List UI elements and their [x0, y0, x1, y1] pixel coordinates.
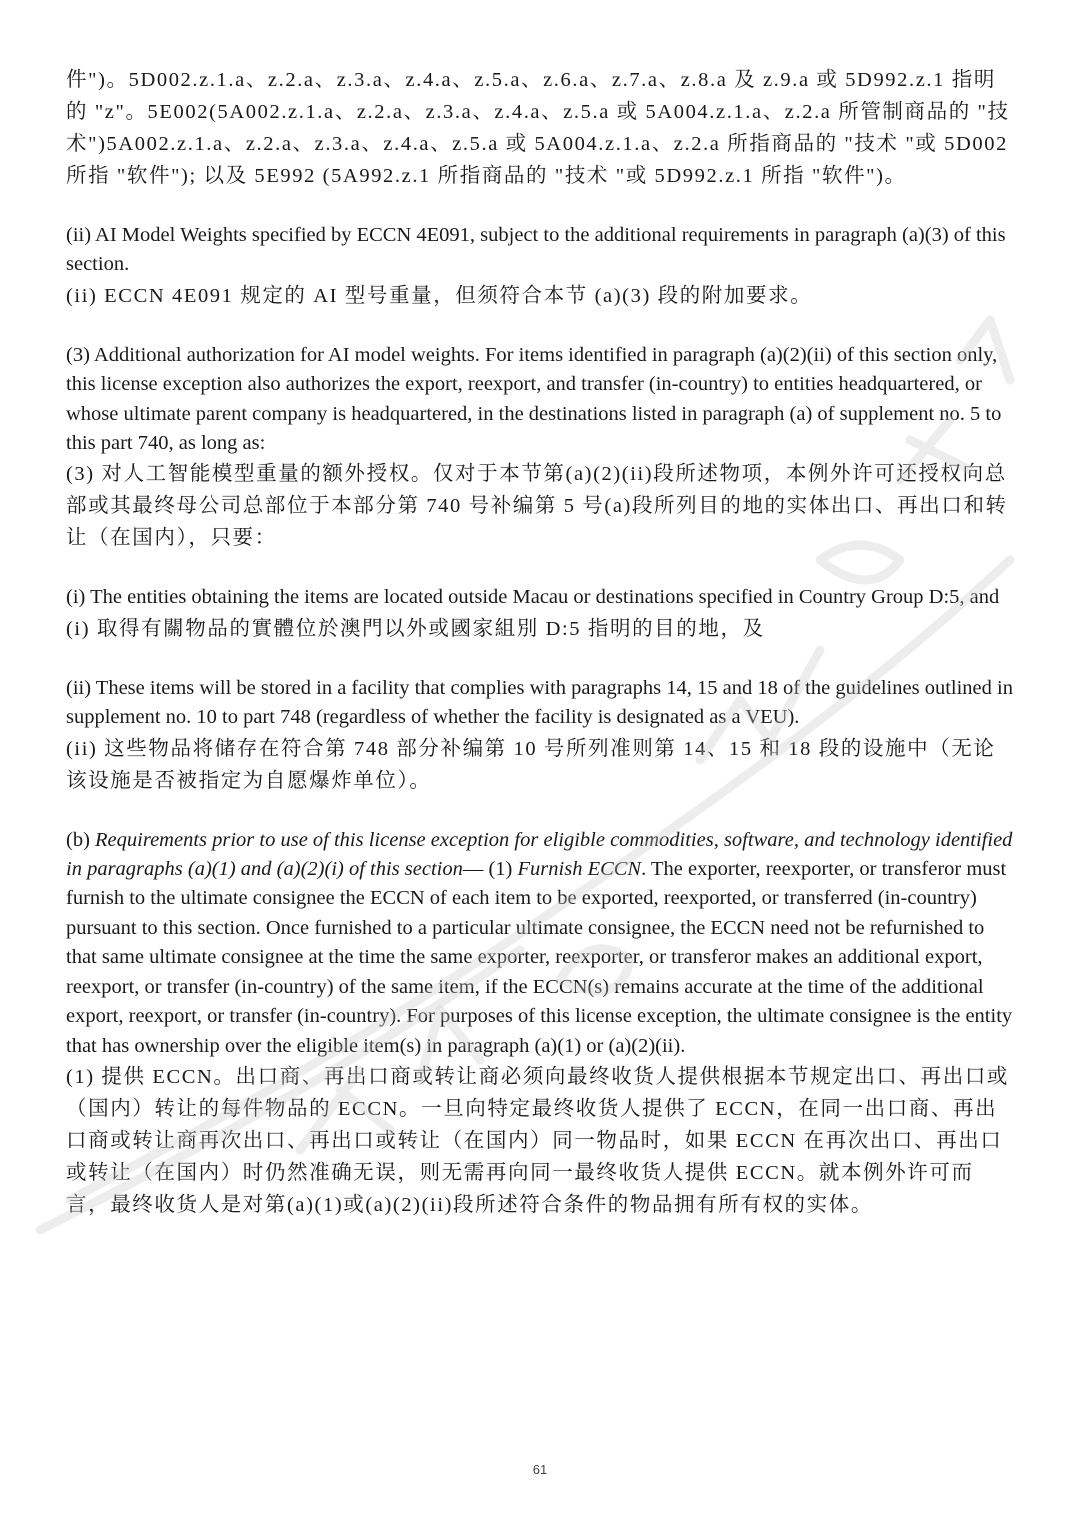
- paragraph-b-en: [66, 826, 1016, 1061]
- paragraph-a3ii-en: (ii) These items will be stored in a facility that complies with paragraphs 14, 15 and 18 of the guidelines outlined in supplement no. 10 to part 748 (regardless of whether the facility is designated as a VEU).: [66, 676, 1013, 729]
- paragraph-b-body: . The exporter, reexporter, or transferor must furnish to the ultimate consignee the ECCN of each item to be exported, reexported, or transferred (in-country) pursuant to this section. Once furnished to a particular ultimate consignee, the ECCN need not be refurnished to that same ultimate consignee at the time the same exporter, reexporter, or transferor makes an additional export, reexport, or transfer (in-country) of the same item, if the ECCN(s) remains accurate at the time of the additional export, reexport, or transfer (in-country). For purposes of this license exception, the ultimate consignee is the entity that has ownership over the eligible item(s) in paragraph (a)(1) or (a)(2)(ii).: [66, 858, 1013, 1057]
- page-number: 61: [532, 1462, 548, 1477]
- paragraph-a3-en: (3) Additional authorization for AI model weights. For items identified in paragraph (a)(2)(ii) of this section only, this license exception also authorizes the export, reexport, and transfer (in-country) to entities headquartered, or whose ultimate parent company is headquartered, in the destinations listed in paragraph (a) of supplement no. 5 to this part 740, as long as:: [66, 343, 1002, 455]
- paragraph-a2ii-zh: (ii) ECCN 4E091 规定的 AI 型号重量，但须符合本节 (a)(3) 段的附加要求。: [66, 284, 813, 307]
- paragraph-b-heading: Requirements prior to use of this license exception for eligible commodities, software, and technology identified in paragraphs (a)(1) and (a)(2)(i) of this section: [66, 828, 1013, 881]
- paragraph-b-zh: (1) 提供 ECCN。出口商、再出口商或转让商必须向最终收货人提供根据本节规定出口、再出口或（国内）转让的每件物品的 ECCN。一旦向特定最终收货人提供了 ECCN，在同一出口商、再出口商或转让商再次出口、再出口或转让（在国内）同一物品时，如果 ECCN 在再次出口、再出口或转让（在国内）时仍然准确无误，则无需再向同一最终收货人提供 ECCN。就本例外许可而言，最终收货人是对第(a)(1)或(a)(2)(ii)段所述符合条件的物品拥有所有权的实体。: [66, 1065, 1010, 1216]
- paragraph-a3ii-zh: (ii) 这些物品将储存在符合第 748 部分补编第 10 号所列准则第 14、15 和 18 段的设施中（无论该设施是否被指定为自愿爆炸单位）。: [66, 737, 996, 792]
- paragraph-a3i-en: (i) The entities obtaining the items are located outside Macau or destinations specified in Country Group D:5, and: [66, 586, 1000, 609]
- paragraph-b-subheading: Furnish ECCN: [517, 858, 642, 881]
- paragraph-zh-continuation: 件")。5D002.z.1.a、z.2.a、z.3.a、z.4.a、z.5.a、z.6.a、z.7.a、z.8.a 及 z.9.a 或 5D992.z.1 指明的 "z"。5E002(5A002.z.1.a、z.2.a、z.3.a、z.4.a、z.5.a 或 5A004.z.1.a、z.2.a 所管制商品的 "技术")5A002.z.1.a、z.2.a、z.3.a、z.4.a、z.5.a 或 5A004.z.1.a、z.2.a 所指商品的 "技术 "或 5D002 所指 "软件"); 以及 5E992 (5A992.z.1 所指商品的 "技术 "或 5D992.z.1 所指 "软件")。: [66, 69, 1010, 187]
- paragraph-gap: [66, 797, 1016, 826]
- paragraph-a2ii-en: (ii) AI Model Weights specified by ECCN 4E091, subject to the additional requirements in paragraph (a)(3) of this section.: [66, 224, 1006, 276]
- paragraph-gap: [66, 312, 1016, 341]
- paragraph-gap: [66, 645, 1016, 674]
- paragraph-gap: [66, 554, 1016, 583]
- paragraph-a3i-zh: (i) 取得有關物品的實體位於澳門以外或國家組別 D:5 指明的目的地，及: [66, 617, 765, 640]
- document-body: [66, 64, 1016, 1221]
- paragraph-b-dash: — (1): [462, 858, 518, 881]
- paragraph-b-lead: (b): [66, 828, 96, 851]
- paragraph-gap: [66, 192, 1016, 221]
- paragraph-a3-zh: (3) 对人工智能模型重量的额外授权。仅对于本节第(a)(2)(ii)段所述物项，本例外许可还授权向总部或其最终母公司总部位于本部分第 740 号补编第 5 号(a)段所列目的地的实体出口、再出口和转让（在国内），只要：: [66, 463, 1008, 550]
